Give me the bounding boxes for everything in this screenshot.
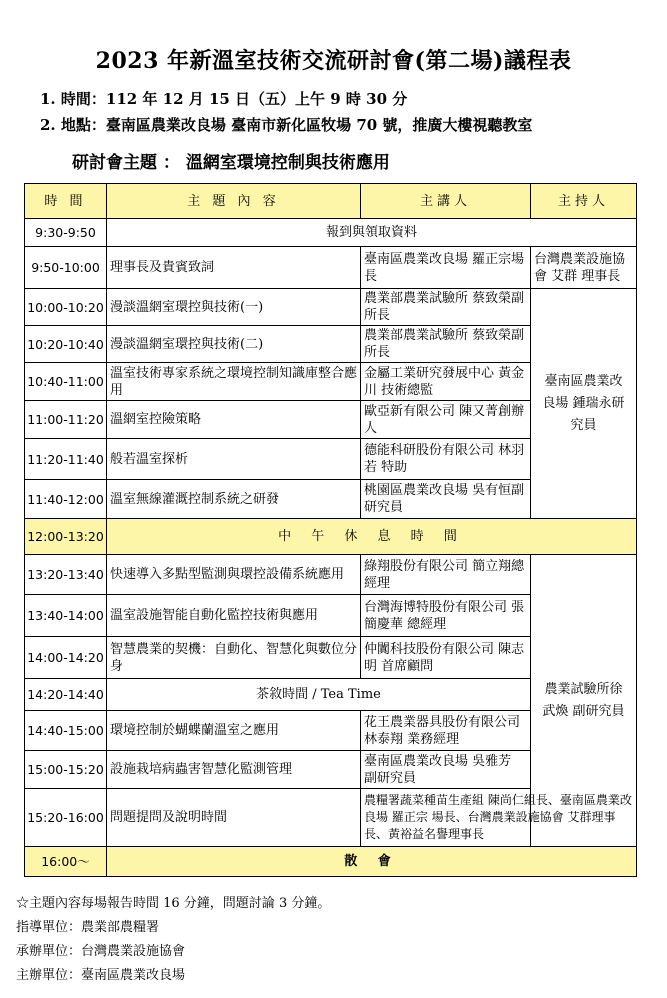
row-time: 13:40-14:00 xyxy=(25,595,107,637)
row-topic: 溫室無線灌溉控制系統之研發 xyxy=(107,480,361,519)
row-topic: 理事長及貴賓致詞 xyxy=(107,247,361,289)
row-time: 12:00-13:20 xyxy=(25,519,107,555)
note-duration: ☆主題內容每場報告時間 16 分鐘，問題討論 3 分鐘。 xyxy=(16,896,331,911)
row-speaker: 臺南區農業改良場 吳雅芳 副研究員 xyxy=(361,751,531,789)
row-topic: 快速導入多點型監測與環控設備系統應用 xyxy=(107,555,361,595)
header-topic: 主 題 內 容 xyxy=(107,184,361,219)
table-row xyxy=(25,555,637,595)
host-afternoon: 農業試驗所徐武煥 副研究員 xyxy=(531,555,637,847)
seminar-theme: 研討會主題 ： 溫網室環境控制與技術應用 xyxy=(72,153,390,173)
row-time: 11:20-11:40 xyxy=(25,439,107,480)
row-time: 15:00-15:20 xyxy=(25,751,107,789)
row-speaker: 臺南區農業改良場 羅正宗場長 xyxy=(361,247,531,289)
row-topic: 溫網室控險策略 xyxy=(107,401,361,439)
row-topic: 茶敘時間 / Tea Time xyxy=(107,679,531,711)
row-speaker: 花王農業器具股份有限公司 林泰翔 業務經理 xyxy=(361,711,531,751)
table-row xyxy=(25,789,637,847)
row-topic: 溫室設施智能自動化監控技術與應用 xyxy=(107,595,361,637)
row-speaker: 農業部農業試驗所 蔡致榮副所長 xyxy=(361,289,531,326)
note-supervisor: 指導單位：農業部農糧署 xyxy=(16,920,160,935)
table-row xyxy=(25,847,637,877)
table-row xyxy=(25,219,637,247)
row-speaker: 農糧署蔬菜種苗生產組 陳尚仁組長、臺南區農業改良場 羅正宗 場長、台灣農業設施協會 艾群理事長、黃裕益名譽理事長 xyxy=(361,789,637,847)
row-topic: 般若溫室探析 xyxy=(107,439,361,480)
note-organizer: 承辦單位：台灣農業設施協會 xyxy=(16,944,186,959)
row-topic: 設施栽培病蟲害智慧化監測管理 xyxy=(107,751,361,789)
row-time: 16:00～ xyxy=(25,847,107,877)
row-time: 9:50-10:00 xyxy=(25,247,107,289)
row-host: 台灣農業設施協會 艾群 理事長 xyxy=(531,247,637,289)
row-topic: 中 午 休 息 時 間 xyxy=(107,519,637,555)
event-location: 2. 地點：臺南區農業改良場 臺南市新化區牧場 70 號，推廣大樓視聽教室 xyxy=(40,116,533,134)
row-time: 14:20-14:40 xyxy=(25,679,107,711)
row-topic: 漫談溫網室環控與技術(二) xyxy=(107,326,361,363)
row-topic: 漫談溫網室環控與技術(一) xyxy=(107,289,361,326)
row-topic: 溫室技術專家系統之環境控制知識庫整合應用 xyxy=(107,363,361,401)
host-morning: 臺南區農業改良場 鍾瑞永研究員 xyxy=(531,289,637,519)
agenda-table xyxy=(24,183,637,877)
row-topic: 散 會 xyxy=(107,847,637,877)
row-topic: 報到與領取資料 xyxy=(107,219,637,247)
row-time: 11:00-11:20 xyxy=(25,401,107,439)
row-time: 15:20-16:00 xyxy=(25,789,107,847)
row-speaker: 農業部農業試驗所 蔡致榮副所長 xyxy=(361,326,531,363)
event-time: 1. 時間：112 年 12 月 15 日（五）上午 9 時 30 分 xyxy=(40,90,408,108)
row-speaker: 德能科研股份有限公司 林羽若 特助 xyxy=(361,439,531,480)
row-topic: 環境控制於蝴蝶蘭溫室之應用 xyxy=(107,711,361,751)
row-time: 14:00-14:20 xyxy=(25,637,107,679)
row-time: 10:20-10:40 xyxy=(25,326,107,363)
row-time: 11:40-12:00 xyxy=(25,480,107,519)
row-speaker: 台灣海博特股份有限公司 張簡慶華 總經理 xyxy=(361,595,531,637)
row-time: 14:40-15:00 xyxy=(25,711,107,751)
header-speaker: 主講人 xyxy=(361,184,531,219)
row-speaker: 仲闐科技股份有限公司 陳志明 首席顧問 xyxy=(361,637,531,679)
table-row xyxy=(25,247,637,289)
row-speaker: 桃園區農業改良場 吳有恒副研究員 xyxy=(361,480,531,519)
table-row xyxy=(25,289,637,326)
header-time: 時 間 xyxy=(25,184,107,219)
table-row xyxy=(25,519,637,555)
row-time: 9:30-9:50 xyxy=(25,219,107,247)
row-time: 10:00-10:20 xyxy=(25,289,107,326)
note-host-unit: 主辦單位：臺南區農業改良場 xyxy=(16,968,186,983)
row-speaker: 綠翔股份有限公司 簡立翔總經理 xyxy=(361,555,531,595)
header-host: 主持人 xyxy=(531,184,637,219)
row-speaker: 金屬工業研究發展中心 黃金川 技術總監 xyxy=(361,363,531,401)
row-topic: 智慧農業的契機：自動化、智慧化與數位分身 xyxy=(107,637,361,679)
page-title: 2023 年新溫室技術交流研討會(第二場)議程表 xyxy=(95,48,572,74)
notes xyxy=(16,892,330,988)
row-time: 13:20-13:40 xyxy=(25,555,107,595)
header-row xyxy=(25,184,637,219)
row-topic: 問題提問及說明時間 xyxy=(107,789,361,847)
row-speaker: 歐亞新有限公司 陳又菁創辦人 xyxy=(361,401,531,439)
row-time: 10:40-11:00 xyxy=(25,363,107,401)
